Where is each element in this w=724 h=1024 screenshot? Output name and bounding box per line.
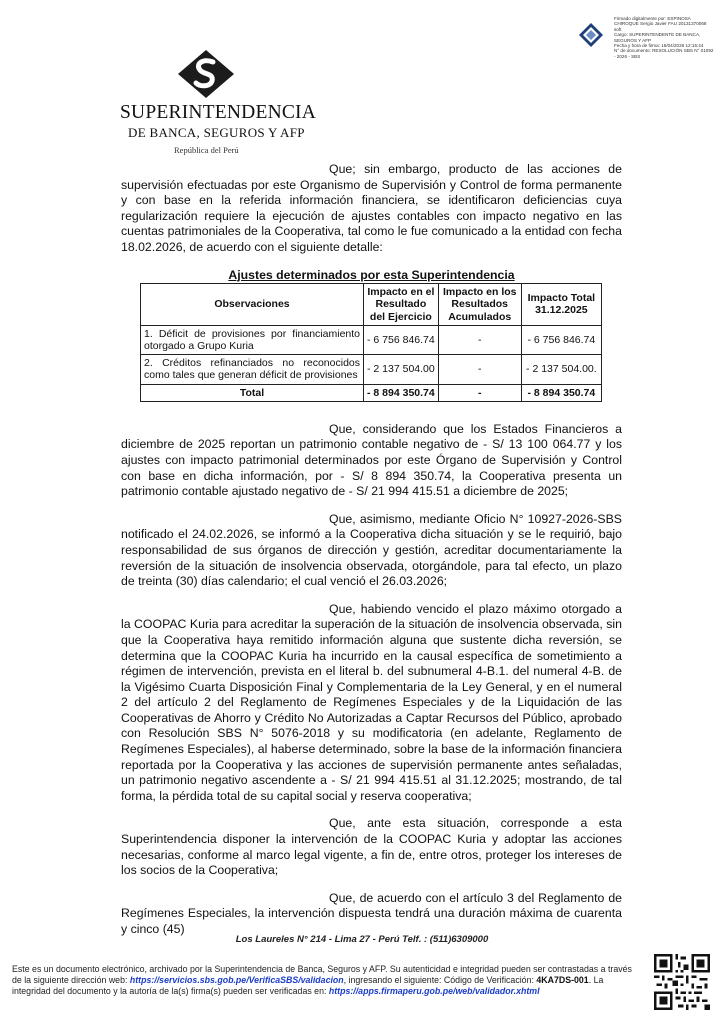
cell-impacto-acumulados: - [438, 325, 521, 354]
qr-code-icon [654, 954, 710, 1010]
verification-link[interactable]: https://servicios.sbs.gob.pe/VerificaSBS/validacion [129, 975, 344, 985]
cell-impacto-resultado: - 6 756 846.74 [364, 325, 439, 354]
paragraph-5: Que, ante esta situación, corresponde a esta Superintendencia disponer la intervención de la COOPAC Kuria y adoptar las acciones necesarias, conforme al marco legal vigente, a fin de, entre otros, proteger los intereses de los socios de la Cooperativa; [121, 816, 622, 878]
cell-total-resultado: - 8 894 350.74 [364, 384, 439, 401]
country-label: República del Perú [174, 145, 239, 155]
electronic-document-notice [12, 964, 642, 997]
paragraph-2: Que, considerando que los Estados Financieros a diciembre de 2025 reportan un patrimonio contable negativo de - S/ 13 100 064.77 y los ajustes con impacto patrimonial determinados por este Órgano de Supervisión y Control con base en dicha información, por - S/ 8 894 350.74, la Cooperativa presenta un patrimonio contable ajustado negativo de - S/ 21 994 415.51 a diciembre de 2025; [121, 421, 622, 499]
header-impacto-total: Impacto Total 31.12.2025 [521, 284, 601, 326]
cell-observacion: 1. Déficit de provisiones por financiamiento otorgado a Grupo Kuria [141, 325, 364, 354]
edoc-text-1: Este es un documento electrónico, archivado por la Superintendencia de Banca, Seguros y AFP. Su autenticidad e integridad pueden ser contrastadas a través de la siguiente dirección web: [12, 964, 632, 985]
footer-address: Los Laureles N° 214 - Lima 27 - Perú Telf. : (511)6309000 [235, 934, 489, 945]
paragraph-3: Que, asimismo, mediante Oficio N° 10927-2026-SBS notificado el 24.02.2026, se informó a la Cooperativa dicha situación y se le requirió, bajo responsabilidad de sus órganos de dirección y gestión, acreditar documentariamente la reversión de la situación de insolvencia observada, otorgándole, para tal efecto, un plazo de treinta (30) días calendario; el cual venció el 26.03.2026; [121, 511, 622, 589]
table-row [141, 325, 602, 354]
edoc-text-2: , ingresando el siguiente: Código de Verificación: [343, 975, 537, 985]
cell-total-impacto: - 8 894 350.74 [521, 384, 601, 401]
table-title: Ajustes determinados por esta Superintendencia [228, 267, 515, 282]
org-name: SUPERINTENDENCIA [120, 102, 317, 123]
signature-details: Firmado digitalmente por: ESPINOSA CHIROQUE Sergio Javier FAU 20131370068 soft Cargo: SUPERINTENDENTE DE BANCA, SEGUROS Y AFP Fecha y hora de firma: 15/04/2026 12:15:44 N° de documento: RESOLUCIÓN SBS N° 01092 - 2026 - SBS [614, 16, 714, 59]
cell-impacto-total: - 6 756 846.74 [521, 325, 601, 354]
table-total-row [141, 384, 602, 401]
header-impacto-acumulados: Impacto en los Resultados Acumulados [438, 284, 521, 326]
header-observaciones: Observaciones [141, 284, 364, 326]
cell-observacion: 2. Créditos refinanciados no reconocidos como tales que generan déficit de provisiones [141, 355, 364, 384]
paragraph-6: Que, de acuerdo con el artículo 3 del Reglamento de Regímenes Especiales, la intervención dispuesta tendrá una duración máxima de cuarenta y cinco (45) [121, 890, 622, 936]
signature-seal-icon [578, 22, 604, 48]
document-body [121, 162, 622, 950]
verification-code: 4KA7DS-001 [536, 975, 589, 985]
header-impacto-resultado: Impacto en el Resultado del Ejercicio [364, 284, 439, 326]
cell-impacto-total: - 2 137 504.00. [521, 355, 601, 384]
cell-impacto-resultado: - 2 137 504.00 [364, 355, 439, 384]
sbs-emblem-icon [178, 50, 234, 98]
table-row [141, 355, 602, 384]
adjustments-table [140, 283, 602, 402]
table-header-row [141, 284, 602, 326]
paragraph-1: Que; sin embargo, producto de las acciones de supervisión efectuadas por este Organismo de Supervisión y Control de forma permanente y con base en la referida información financiera, se identificaron deficiencias cuya regularización requiere la ejecución de ajustes contables con impacto negativo en las cuentas patrimoniales de la Cooperativa, tal como le fue comunicado a la entidad con fecha 18.02.2026, de acuerdo con el siguiente detalle: [121, 162, 622, 254]
cell-impacto-acumulados: - [438, 355, 521, 384]
edoc-text-3: . La integridad del documento y la autoría de la(s) firma(s) pueden ser verificadas en: [12, 975, 604, 996]
cell-total-label: Total [141, 384, 364, 401]
paragraph-4: Que, habiendo vencido el plazo máximo otorgado a la COOPAC Kuria para acreditar la superación de la situación de insolvencia observada, sin que la Cooperativa haya remitido información alguna que sustente dicha reversión, se determina que la COOPAC Kuria ha incurrido en la causal específica de sometimiento a régimen de intervención, prevista en el literal b. del subnumeral 4-B.1. del numeral 4-B. de la Vigésimo Cuarta Disposición Final y Complementaria de la Ley General, y en el numeral 2 del artículo 2 del Reglamento de Regímenes Especiales y de la Liquidación de las Cooperativas de Ahorro y Crédito No Autorizadas a Captar Recursos del Público, aprobado con Resolución SBS N° 5076-2018 y su modificatoria (en adelante, Reglamento de Regímenes Especiales), al haberse determinado, sobre la base de la información financiera reportada por la Cooperativa y las acciones de supervisión permanente antes señaladas, un patrimonio negativo ascendente a - S/ 21 994 415.51 al 31.12.2025; mostrando, de tal forma, la pérdida total de su capital social y reserva cooperativa; [121, 601, 622, 803]
org-subtitle: DE BANCA, SEGUROS Y AFP [128, 125, 305, 140]
cell-total-acumulados: - [438, 384, 521, 401]
firmaperu-link[interactable]: https://apps.firmaperu.gob.pe/web/validador.xhtml [328, 986, 540, 996]
